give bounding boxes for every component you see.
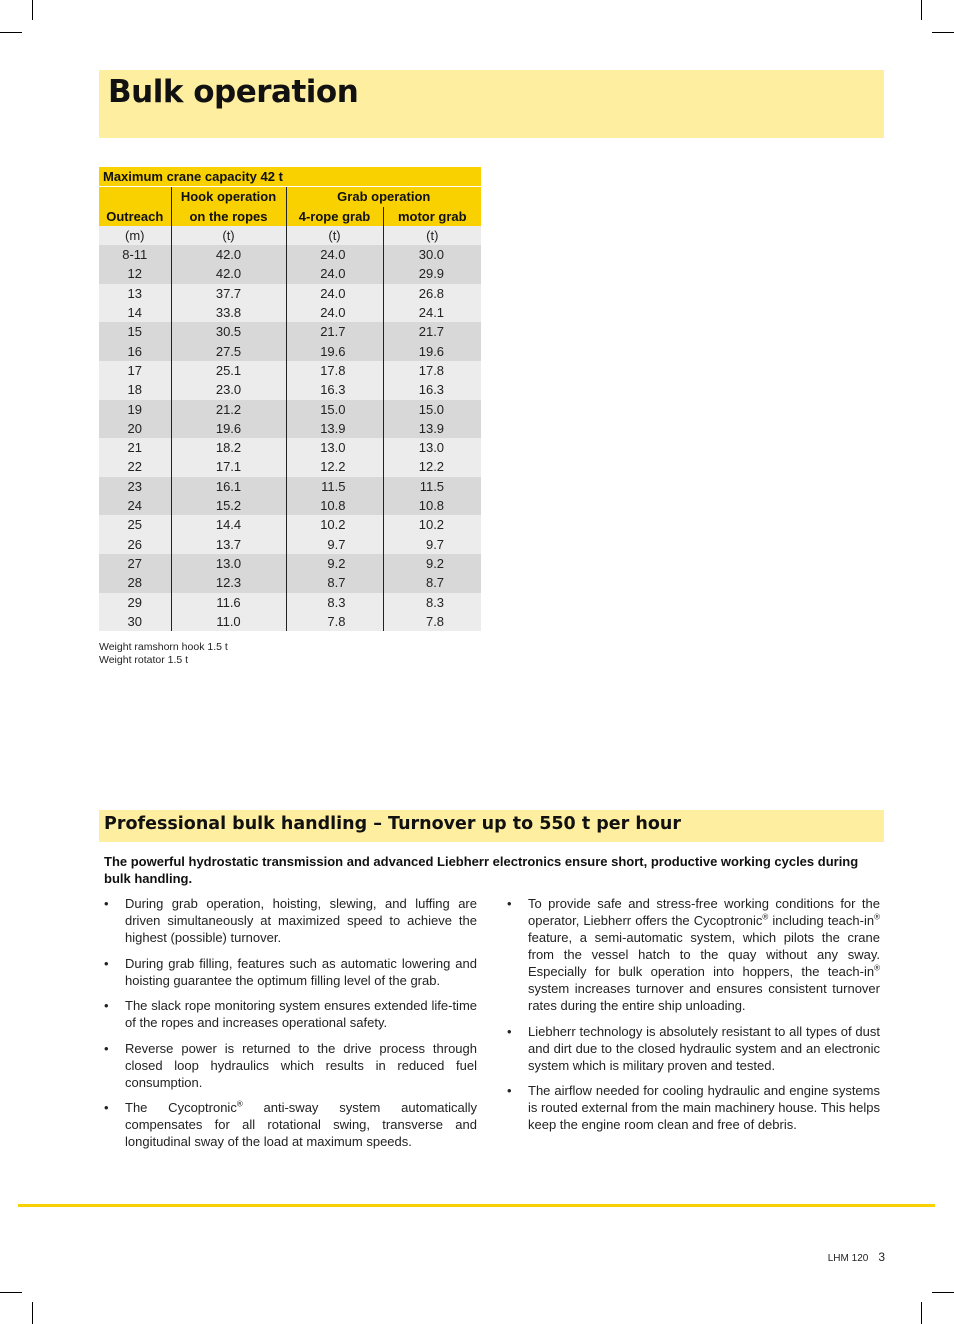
table-row — [99, 303, 481, 322]
table-cell: 24.0 — [286, 264, 383, 283]
table-cell: 24.1 — [383, 303, 481, 322]
page-footer — [828, 1250, 885, 1264]
table-cell: 9.2 — [286, 554, 383, 573]
table-row — [99, 400, 481, 419]
table-cell: 8-11 — [99, 245, 171, 264]
table-cell: 23.0 — [171, 380, 286, 399]
list-item: • During grab operation, hoisting, slewing, and luffing are driven simultaneously at maximized speed to achieve the highest (possible) turnover. — [104, 896, 477, 945]
bullet-icon: • — [104, 1100, 109, 1115]
table-cell: 16.3 — [286, 380, 383, 399]
list-item: • The airflow needed for cooling hydraulic and engine systems is routed external from the main machinery house. This helps keep the engine room clean and free of debris. — [507, 1083, 880, 1132]
table-cell: 30.0 — [383, 245, 481, 264]
table-cell: 8.7 — [383, 573, 481, 592]
table-cell: 15.2 — [171, 496, 286, 515]
unit-cell: (m) — [99, 226, 171, 245]
table-cell: 17.1 — [171, 457, 286, 476]
table-cell: 11.6 — [171, 593, 286, 612]
table-cell: 8.3 — [383, 593, 481, 612]
table-cell: 30.5 — [171, 322, 286, 341]
table-row — [99, 477, 481, 496]
table-cell: 37.7 — [171, 284, 286, 303]
table-cell: 12.2 — [383, 457, 481, 476]
table-cell: 15 — [99, 322, 171, 341]
table-cell: 14 — [99, 303, 171, 322]
table-row — [99, 438, 481, 457]
table-cell: 25 — [99, 515, 171, 534]
table-cell: 19.6 — [286, 342, 383, 361]
list-item: • Liebherr technology is absolutely resistant to all types of dust and dirt due to the closed hydraulic system and an electronic system which is military proven and tested. — [507, 1023, 880, 1073]
table-cell: 7.8 — [286, 612, 383, 631]
table-cell: 26 — [99, 535, 171, 554]
header-outreach: Outreach — [99, 207, 171, 226]
table-cell: 13.0 — [171, 554, 286, 573]
table-cell: 23 — [99, 477, 171, 496]
table-cell: 26.8 — [383, 284, 481, 303]
table-cell: 21.7 — [383, 322, 481, 341]
table-cell: 9.7 — [286, 535, 383, 554]
bullet-icon: • — [104, 998, 109, 1013]
table-cell: 28 — [99, 573, 171, 592]
list-item: • During grab filling, features such as automatic lowering and hoisting guarantee the optimum filling level of the grab. — [104, 955, 477, 988]
bullet-icon: • — [104, 896, 109, 911]
table-row — [99, 419, 481, 438]
table-cell: 15.0 — [383, 400, 481, 419]
table-cell: 9.7 — [383, 535, 481, 554]
table-row — [99, 515, 481, 534]
crop-mark — [32, 0, 33, 20]
table-row — [99, 342, 481, 361]
crop-mark — [0, 1292, 22, 1293]
table-cell: 42.0 — [171, 264, 286, 283]
table-cell: 12 — [99, 264, 171, 283]
table-cell: 13 — [99, 284, 171, 303]
table-cell: 21.2 — [171, 400, 286, 419]
table-cell: 8.3 — [286, 593, 383, 612]
header-hook-line1: Hook operation — [171, 187, 286, 207]
table-row — [99, 264, 481, 283]
table-cell: 10.8 — [286, 496, 383, 515]
table-cell: 18.2 — [171, 438, 286, 457]
table-cell: 8.7 — [286, 573, 383, 592]
table-caption: Maximum crane capacity 42 t — [99, 167, 481, 187]
table-cell: 24 — [99, 496, 171, 515]
section-heading: Professional bulk handling – Turnover up to 550 t per hour — [104, 814, 681, 834]
model-name: LHM 120 — [827, 1253, 869, 1264]
table-row — [99, 554, 481, 573]
table-cell: 10.2 — [286, 515, 383, 534]
table-cell: 24.0 — [286, 284, 383, 303]
table-cell: 10.2 — [383, 515, 481, 534]
table-cell: 24.0 — [286, 245, 383, 264]
table-cell: 16.3 — [383, 380, 481, 399]
section-intro: The powerful hydrostatic transmission and advanced Liebherr electronics ensure short, productive working cycles during bulk handling. — [104, 854, 859, 886]
table-cell: 16 — [99, 342, 171, 361]
table-notes — [99, 641, 228, 667]
header-4-rope-grab: 4-rope grab — [286, 207, 383, 226]
table-cell: 19.6 — [171, 419, 286, 438]
unit-cell: (t) — [286, 226, 383, 245]
table-cell: 15.0 — [286, 400, 383, 419]
table-cell: 13.0 — [383, 438, 481, 457]
table-cell: 12.2 — [286, 457, 383, 476]
table-row — [99, 245, 481, 264]
header-hook-line2: on the ropes — [171, 207, 286, 226]
right-bullet-column — [507, 895, 880, 1142]
table-cell: 27.5 — [171, 342, 286, 361]
table-cell: 13.7 — [171, 535, 286, 554]
registered-mark: ® — [874, 912, 880, 922]
table-cell: 13.0 — [286, 438, 383, 457]
unit-cell: (t) — [383, 226, 481, 245]
table-cell: 7.8 — [383, 612, 481, 631]
list-item: • The slack rope monitoring system ensures extended life-time of the ropes and increases operational safety. — [104, 998, 477, 1030]
table-cell: 21.7 — [286, 322, 383, 341]
table-cell: 13.9 — [383, 419, 481, 438]
table-cell: 30 — [99, 612, 171, 631]
note-rotator-weight: Weight rotator 1.5 t — [99, 654, 189, 666]
table-cell: 22 — [99, 457, 171, 476]
table-cell: 42.0 — [171, 245, 286, 264]
table-cell: 29 — [99, 593, 171, 612]
table-row — [99, 593, 481, 612]
header-grab: Grab operation — [286, 187, 481, 207]
crop-mark — [0, 32, 22, 33]
table-cell: 9.2 — [383, 554, 481, 573]
table-cell: 21 — [99, 438, 171, 457]
crop-mark — [932, 1292, 954, 1293]
table-cell: 11.0 — [171, 612, 286, 631]
table-cell: 27 — [99, 554, 171, 573]
table-cell: 11.5 — [383, 477, 481, 496]
table-row — [99, 496, 481, 515]
section-heading-band — [99, 810, 884, 842]
header-motor-grab: motor grab — [383, 207, 481, 226]
bullet-icon: • — [104, 955, 109, 971]
table-cell: 25.1 — [171, 361, 286, 380]
table-cell: 24.0 — [286, 303, 383, 322]
bullet-icon: • — [104, 1040, 109, 1056]
table-cell: 17 — [99, 361, 171, 380]
page-title: Bulk operation — [108, 74, 359, 110]
crop-mark — [921, 1302, 922, 1324]
crop-mark — [921, 0, 922, 20]
table-row — [99, 361, 481, 380]
table-cell: 19.6 — [383, 342, 481, 361]
capacity-table — [99, 167, 481, 631]
registered-mark: ® — [762, 912, 769, 922]
left-bullet-column — [104, 895, 477, 1159]
note-hook-weight: Weight ramshorn hook 1.5 t — [99, 641, 228, 653]
title-band — [99, 70, 884, 138]
table-row — [99, 535, 481, 554]
table-cell: 18 — [99, 380, 171, 399]
list-item: • Reverse power is returned to the drive process through closed loop hydraulics which results in reduced fuel consumption. — [104, 1040, 477, 1090]
table-cell: 13.9 — [286, 419, 383, 438]
table-cell: 33.8 — [171, 303, 286, 322]
table-row — [99, 284, 481, 303]
table-cell: 16.1 — [171, 477, 286, 496]
table-row — [99, 573, 481, 592]
table-cell: 29.9 — [383, 264, 481, 283]
table-cell: 11.5 — [286, 477, 383, 496]
table-row — [99, 612, 481, 631]
table-cell: 20 — [99, 419, 171, 438]
table-cell: 19 — [99, 400, 171, 419]
list-item: • To provide safe and stress-free working conditions for the operator, Liebherr offers the Cycoptronic® including teach-in® feature, a semi-automatic system, which pilots the crane from the vessel hatch to the quay without any sway. Especially for bulk operation into hoppers, the teach-in® system increases turnover and ensures consistent turnover rates during the entire ship unloading. — [507, 896, 880, 1013]
page-number: 3 — [878, 1250, 885, 1264]
registered-mark: ® — [236, 1099, 243, 1109]
table-row — [99, 322, 481, 341]
table-cell: 12.3 — [171, 573, 286, 592]
table-cell: 10.8 — [383, 496, 481, 515]
unit-cell: (t) — [171, 226, 286, 245]
table-row — [99, 457, 481, 476]
bullet-icon: • — [507, 896, 512, 911]
table-cell: 17.8 — [383, 361, 481, 380]
list-item: • The Cycoptronic® anti-sway system automatically compensates for all rotational swing, transverse and longitudinal sway of the load at maximum speeds. — [104, 1099, 478, 1149]
table-cell: 17.8 — [286, 361, 383, 380]
footer-rule — [18, 1204, 935, 1207]
registered-mark: ® — [874, 963, 880, 973]
crop-mark — [32, 1302, 33, 1324]
table-row — [99, 380, 481, 399]
bullet-icon: • — [507, 1023, 512, 1039]
bullet-icon: • — [507, 1083, 512, 1098]
crop-mark — [932, 32, 954, 33]
table-cell: 14.4 — [171, 515, 286, 534]
